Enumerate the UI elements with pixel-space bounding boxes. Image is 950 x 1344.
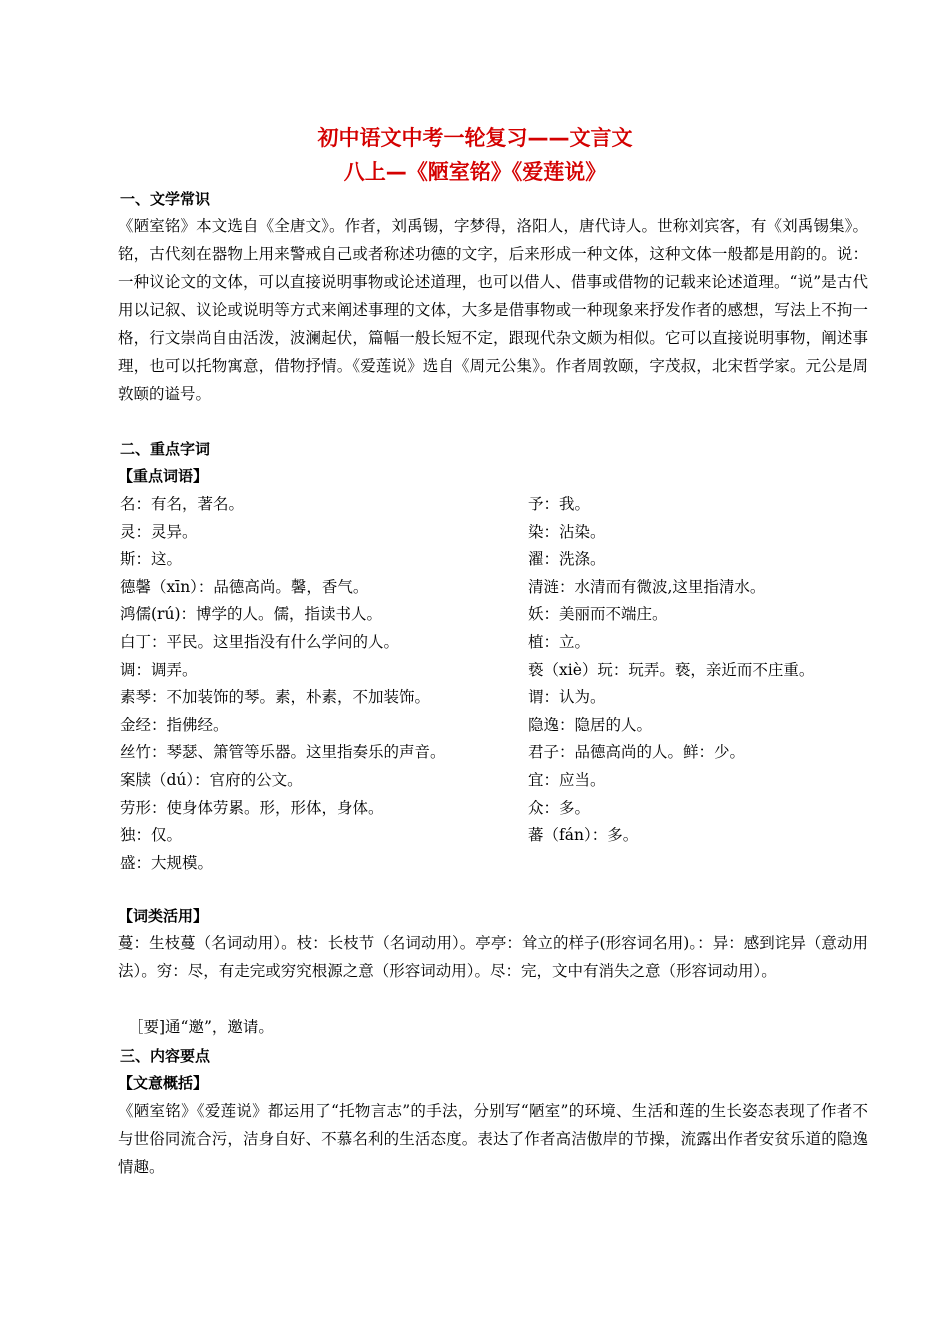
title-line-2: 八上—《陋室铭》《爱莲说》: [343, 160, 607, 184]
key-word-item: 亵（xiè）玩：玩弄。亵，亲近而不庄重。: [528, 660, 815, 679]
key-word-item: 蕃（fán）：多。: [528, 826, 639, 845]
key-word-item: 盛：大规模。: [120, 853, 214, 872]
key-word-item: 植：立。: [528, 632, 591, 651]
key-words-left-column: [120, 491, 520, 877]
key-word-item: 予：我。: [528, 495, 591, 513]
key-word-item: 清涟：水清而有微波,这里指清水。: [528, 577, 766, 596]
key-word-item: 独：仅。: [120, 826, 183, 845]
key-word-item: 妖：美丽而不端庄。: [528, 605, 668, 624]
key-words-subheading: 【重点词语】: [118, 467, 209, 485]
section-1-heading: 一、文学常识: [120, 190, 211, 208]
key-word-item: 众：多。: [528, 798, 591, 817]
title-line-1: 初中语文中考一轮复习——文言文: [317, 126, 633, 150]
section-2-heading: 二、重点字词: [120, 440, 211, 458]
key-word-item: 宜：应当。: [528, 770, 606, 789]
key-word-item: 隐逸：隐居的人。: [528, 715, 653, 734]
key-word-item: 调：调弄。: [120, 660, 198, 679]
key-word-item: 鸿儒(rú)：博学的人。儒，指读书人。: [120, 605, 382, 624]
key-word-item: 劳形：使身体劳累。形，形体，身体。: [120, 798, 384, 817]
key-word-item: 素琴：不加装饰的琴。素，朴素，不加装饰。: [120, 688, 431, 707]
word-class-text: 蔓：生枝蔓（名词动用）。枝：长枝节（名词动用）。亭亭：耸立的样子(形容词名用)。：异：感到诧异（意动用法）。穷：尽，有走完或穷究根源之意（形容词动用）。尽：完，文中有消失之意（形容词动用）。: [118, 934, 868, 980]
key-word-item: 案牍（dú）：官府的公文。: [120, 770, 303, 789]
section-1-text: 《陋室铭》本文选自《全唐文》。作者，刘禹锡，字梦得，洛阳人，唐代诗人。世称刘宾客，有《刘禹锡集》。铭，古代刻在器物上用来警戒自己或者称述功德的文字，后来形成一种文体，这种文体一般都是用韵的。说：一种议论文的文体，可以直接说明事物或论述道理，也可以借人、借事或借物的记载来论述道理。“说”是古代用以记叙、议论或说明等方式来阐述事理的文体，大多是借事物或一种现象来抒发作者的感想，写法上不拘一格，行文崇尚自由活泼，波澜起伏，篇幅一般长短不定，跟现代杂文颇为相似。它可以直接说明事物，阐述事理，也可以托物寓意，借物抒情。《爱莲说》选自《周元公集》。作者周敦颐，字茂叔，北宋哲学家。元公是周敦颐的谥号。: [118, 217, 868, 403]
word-class-subheading: 【词类活用】: [118, 907, 209, 925]
tongjia-note: ［要]通“邀”，邀请。: [128, 1018, 274, 1036]
key-word-item: 斯：这。: [120, 550, 183, 569]
key-word-item: 染：沾染。: [528, 522, 606, 541]
key-word-item: 金经：指佛经。: [120, 715, 229, 734]
key-word-item: 名：有名，著名。: [120, 495, 245, 513]
summary-text: 《陋室铭》《爱莲说》都运用了“托物言志”的手法，分别写“陋室”的环境、生活和莲的生长姿态表现了作者不与世俗同流合污，洁身自好、不慕名利的生活态度。表达了作者高洁傲岸的节操，流露出作者安贫乐道的隐逸情趣。: [118, 1102, 868, 1176]
key-word-item: 德馨（xīn）：品德高尚。馨，香气。: [120, 577, 369, 596]
key-word-item: 濯：洗涤。: [528, 550, 606, 569]
key-word-item: 白丁：平民。这里指没有什么学问的人。: [120, 632, 400, 651]
summary-subheading: 【文意概括】: [118, 1074, 209, 1092]
section-3-heading: 三、内容要点: [120, 1047, 211, 1065]
key-words-right-column: [528, 491, 888, 850]
key-word-item: 谓：认为。: [528, 688, 606, 707]
key-word-item: 君子：品德高尚的人。鲜：少。: [528, 743, 746, 762]
key-word-item: 丝竹：琴瑟、箫管等乐器。这里指奏乐的声音。: [120, 743, 446, 762]
key-word-item: 灵：灵异。: [120, 522, 198, 541]
